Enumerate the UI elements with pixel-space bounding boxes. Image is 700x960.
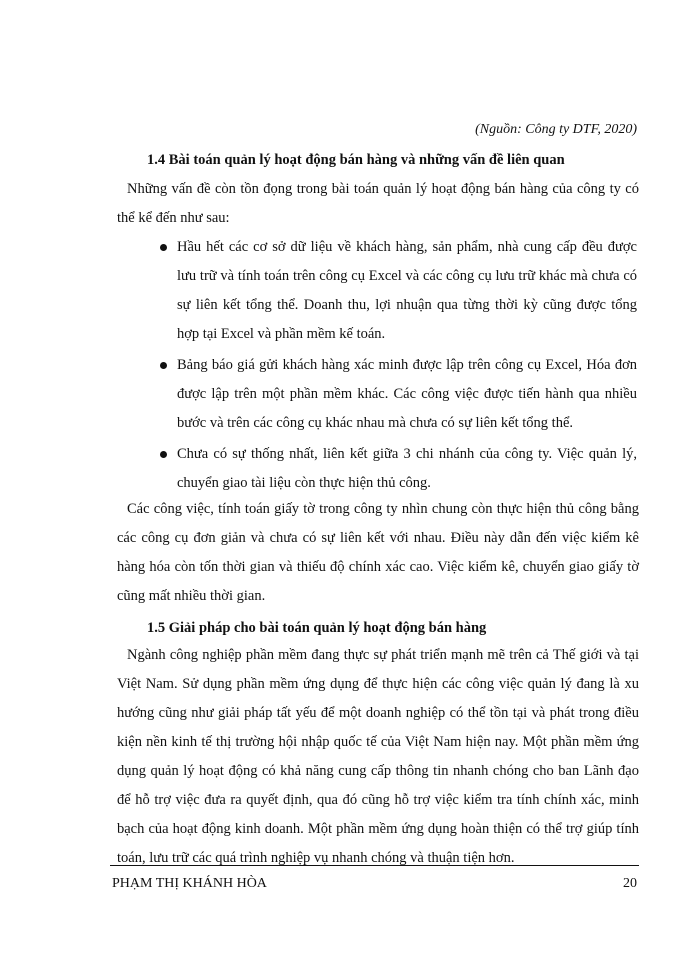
bullet-icon [160,451,167,458]
list-item-text: Hầu hết các cơ sở dữ liệu về khách hàng, sản phẩm, nhà cung cấp đều được lưu trữ và tính toán trên công cụ Excel và các công cụ lưu trữ khác mà chưa có sự liên kết tổng thể. Doanh thu, lợi nhuận qua từng thời kỳ cũng được tổng hợp tại Excel và phần mềm kế toán. [177,239,637,342]
bullet-icon [160,362,167,369]
list-item [117,440,639,498]
footer-author: PHẠM THỊ KHÁNH HÒA [112,876,267,891]
issues-list [117,233,639,500]
intro-paragraph: Những vấn đề còn tồn đọng trong bài toán quản lý hoạt động bán hàng của công ty có thể kể đến như sau: [117,181,639,226]
source-note: (Nguồn: Công ty DTF, 2020) [475,122,637,137]
list-item [117,233,639,349]
solution-paragraph: Ngành công nghiệp phần mềm đang thực sự phát triển mạnh mẽ trên cả Thế giới và tại Việt Nam. Sử dụng phần mềm ứng dụng để thực hiện các công việc quản lý đang là xu hướng cũng như giải pháp tất yếu để một doanh nghiệp có thể tồn tại và phát trong điều kiện nền kinh tế thị trường hội nhập quốc tế của Việt Nam hiện nay. Một phần mềm ứng dụng quản lý hoạt động có khả năng cung cấp thông tin nhanh chóng cho ban Lãnh đạo để hỗ trợ việc đưa ra quyết định, qua đó cũng hỗ trợ việc kiểm tra tính chính xác, minh bạch của hoạt động kinh doanh. Một phần mềm ứng dụng hoàn thiện có thể trợ giúp tính toán, lưu trữ các quá trình nghiệp vụ nhanh chóng và thuận tiện hơn. [117,647,639,866]
list-item-text: Bảng báo giá gửi khách hàng xác minh được lập trên công cụ Excel, Hóa đơn được lập trên một phần mềm khác. Các công việc được tiến hành qua nhiều bước và trên các công cụ khác nhau mà chưa có sự liên kết tổng thể. [177,357,637,431]
section-heading-1-4: 1.4 Bài toán quản lý hoạt động bán hàng và những vấn đề liên quan [147,152,565,168]
list-item-text: Chưa có sự thống nhất, liên kết giữa 3 chi nhánh của công ty. Việc quản lý, chuyển giao tài liệu còn thực hiện thủ công. [177,446,637,491]
page-number: 20 [623,876,637,891]
section-heading-1-5: 1.5 Giải pháp cho bài toán quản lý hoạt động bán hàng [147,620,487,636]
footer-divider [110,865,639,866]
list-item [117,351,639,438]
bullet-icon [160,244,167,251]
conclusion-paragraph: Các công việc, tính toán giấy tờ trong công ty nhìn chung còn thực hiện thủ công bằng các công cụ đơn giản và chưa có sự liên kết với nhau. Điều này dẫn đến việc kiểm kê hàng hóa còn tốn thời gian và thiếu độ chính xác cao. Việc kiểm kê, chuyển giao giấy tờ cũng mất nhiều thời gian. [117,501,639,604]
